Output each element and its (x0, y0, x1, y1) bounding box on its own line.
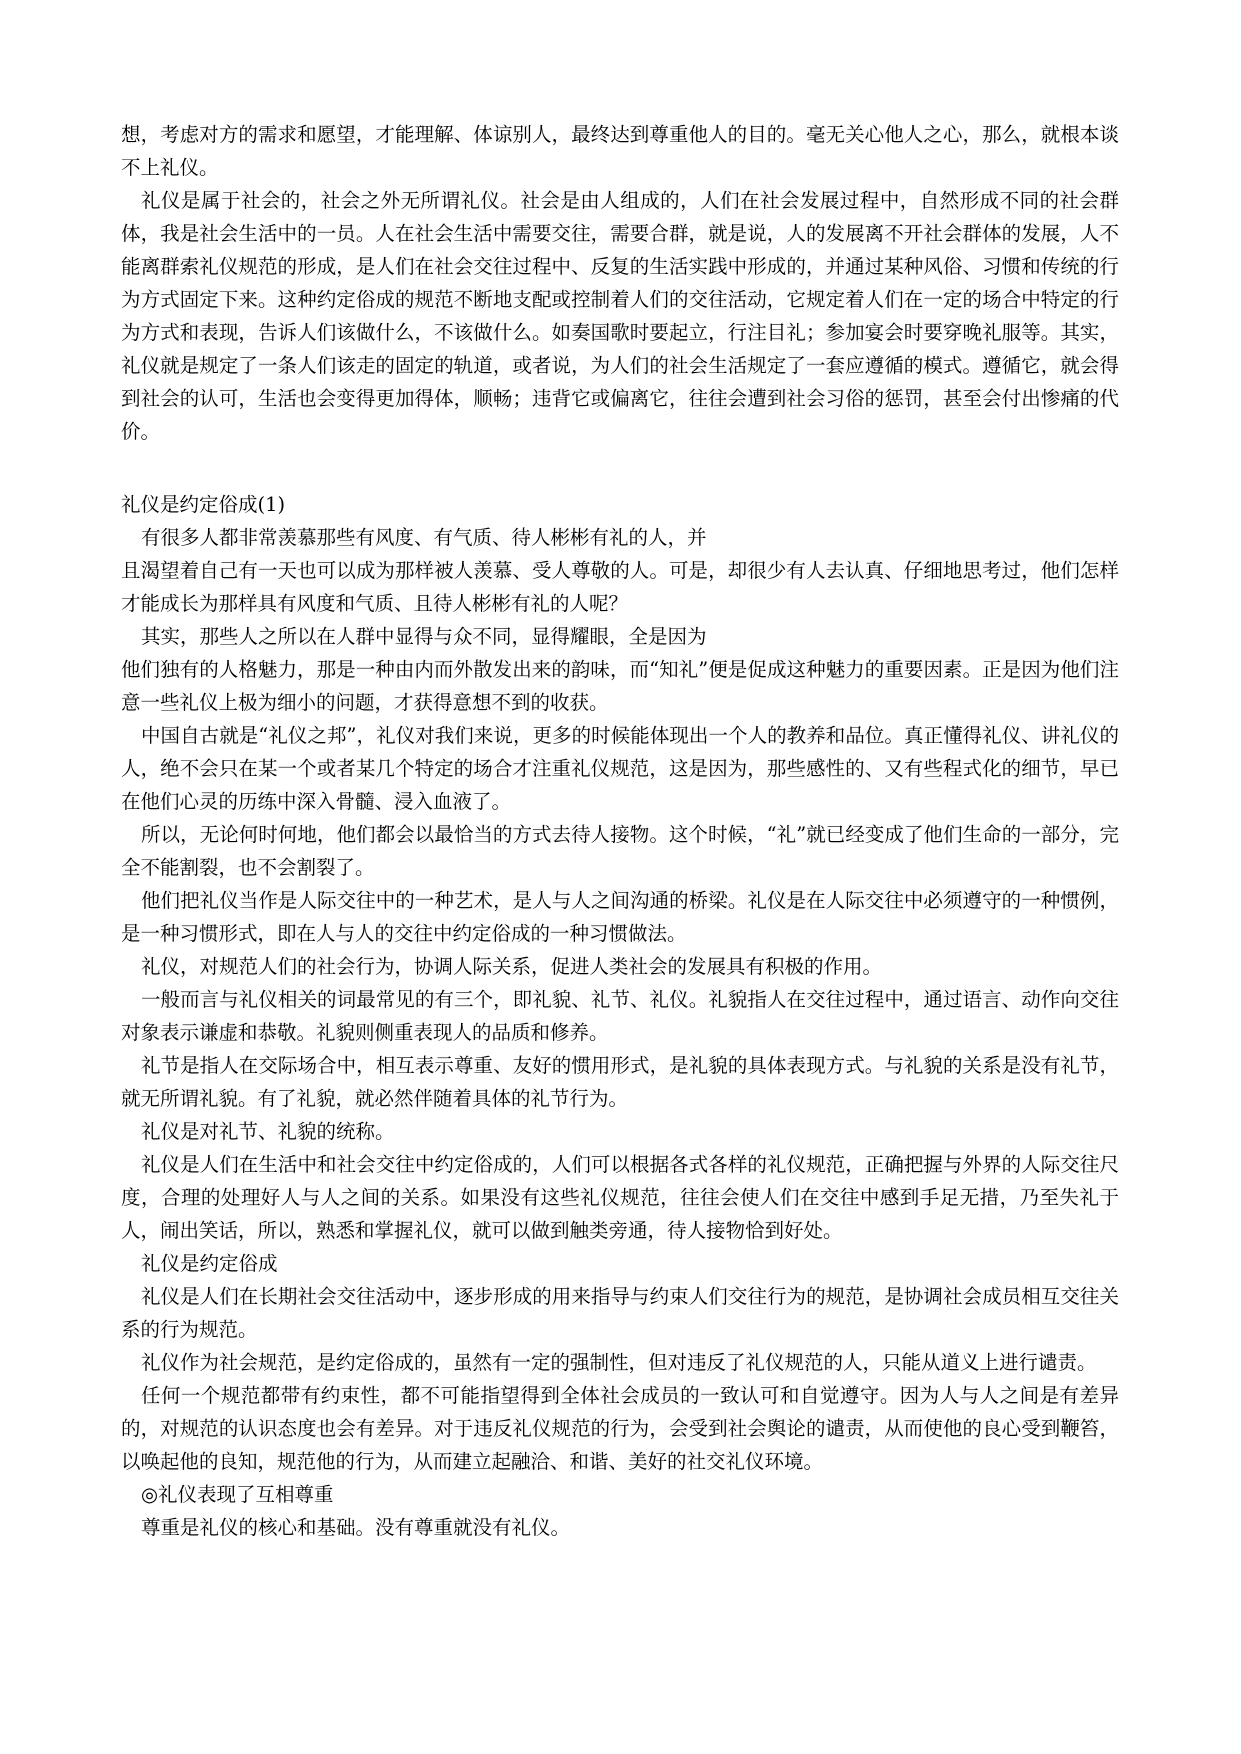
paragraph: 尊重是礼仪的核心和基础。没有尊重就没有礼仪。 (141, 1516, 571, 1539)
paragraph: 他们独有的人格魅力，那是一种由内而外散发出来的韵味，而“知礼”便是促成这种魅力的重要因素。正是因为他们注意一些礼仪上极为细小的问题，才获得意想不到的收获。 (121, 658, 1119, 714)
paragraph: 所以，无论何时何地，他们都会以最恰当的方式去待人接物。这个时候，“礼”就已经变成了他们生命的一部分，完全不能割裂，也不会割裂了。 (121, 823, 1119, 879)
paragraph: 礼仪是对礼节、礼貌的统称。 (141, 1120, 395, 1143)
paragraph: 中国自古就是“礼仪之邦”，礼仪对我们来说，更多的时候能体现出一个人的教养和品位。真正懂得礼仪、讲礼仪的人，绝不会只在某一个或者某几个特定的场合才注重礼仪规范，这是因为，那些感性的、又有些程式化的细节，早已在他们心灵的历练中深入骨髓、浸入血液了。 (121, 724, 1119, 813)
paragraph: 礼仪是人们在长期社会交往活动中，逐步形成的用来指导与约束人们交往行为的规范，是协调社会成员相互交往关系的行为规范。 (121, 1285, 1119, 1341)
paragraph: 他们把礼仪当作是人际交往中的一种艺术，是人与人之间沟通的桥梁。礼仪是在人际交往中必须遵守的一种惯例，是一种习惯形式，即在人与人的交往中约定俗成的一种习惯做法。 (121, 889, 1119, 945)
section-gap (121, 448, 1119, 488)
paragraph: 礼节是指人在交际场合中，相互表示尊重、友好的惯用形式，是礼貌的具体表现方式。与礼貌的关系是没有礼节，就无所谓礼貌。有了礼貌，就必然伴随着具体的礼节行为。 (121, 1054, 1119, 1110)
paragraph: 且渴望着自己有一天也可以成为那样被人羡慕、受人尊敬的人。可是，却很少有人去认真、仔细地思考过，他们怎样才能成长为那样具有风度和气质、且待人彬彬有礼的人呢？ (121, 559, 1119, 615)
paragraph: 礼仪是属于社会的，社会之外无所谓礼仪。社会是由人组成的，人们在社会发展过程中，自然形成不同的社会群体，我是社会生活中的一员。人在社会生活中需要交往，需要合群，就是说，人的发展离不开社会群体的发展，人不能离群索礼仪规范的形成，是人们在社会交往过程中、反复的生活实践中形成的，并通过某种风俗、习惯和传统的行为方式固定下来。这种约定俗成的规范不断地支配或控制着人们的交往活动，它规定着人们在一定的场合中特定的行为方式和表现，告诉人们该做什么，不该做什么。如奏国歌时要起立，行注目礼；参加宴会时要穿晚礼服等。其实，礼仪就是规定了一条人们该走的固定的轨道，或者说，为人们的社会生活规定了一套应遵循的模式。遵循它，就会得到社会的认可，生活也会变得更加得体，顺畅；违背它或偏离它，往往会遭到社会习俗的惩罚，甚至会付出惨痛的代价。 (121, 189, 1119, 443)
section-title: 礼仪是约定俗成(1) (121, 493, 286, 516)
paragraph-continuation: 想，考虑对方的需求和愿望，才能理解、体谅别人，最终达到尊重他人的目的。毫无关心他人之心，那么，就根本谈不上礼仪。 (121, 123, 1119, 179)
paragraph: 有很多人都非常羡慕那些有风度、有气质、待人彬彬有礼的人，并 (141, 526, 707, 549)
subheading: 礼仪是约定俗成 (141, 1252, 278, 1275)
paragraph: 一般而言与礼仪相关的词最常见的有三个，即礼貌、礼节、礼仪。礼貌指人在交往过程中，通过语言、动作向交往对象表示谦虚和恭敬。礼貌则侧重表现人的品质和修养。 (121, 988, 1119, 1044)
paragraph: 礼仪作为社会规范，是约定俗成的，虽然有一定的强制性，但对违反了礼仪规范的人，只能从道义上进行谴责。 (141, 1351, 1097, 1374)
subheading: ◎礼仪表现了互相尊重 (141, 1483, 334, 1506)
paragraph: 其实，那些人之所以在人群中显得与众不同，显得耀眼，全是因为 (141, 625, 707, 648)
paragraph: 礼仪，对规范人们的社会行为，协调人际关系，促进人类社会的发展具有积极的作用。 (141, 955, 883, 978)
paragraph: 任何一个规范都带有约束性，都不可能指望得到全体社会成员的一致认可和自觉遵守。因为人与人之间是有差异的，对规范的认识态度也会有差异。对于违反礼仪规范的行为，会受到社会舆论的谴责，从而使他的良心受到鞭笞，以唤起他的良知，规范他的行为，从而建立起融洽、和谐、美好的社交礼仪环境。 (121, 1384, 1119, 1473)
paragraph: 礼仪是人们在生活中和社会交往中约定俗成的，人们可以根据各式各样的礼仪规范，正确把握与外界的人际交往尺度，合理的处理好人与人之间的关系。如果没有这些礼仪规范，往往会使人们在交往中感到手足无措，乃至失礼于人，闹出笑话，所以，熟悉和掌握礼仪，就可以做到触类旁通，待人接物恰到好处。 (121, 1153, 1119, 1242)
document-body (121, 118, 1119, 1544)
